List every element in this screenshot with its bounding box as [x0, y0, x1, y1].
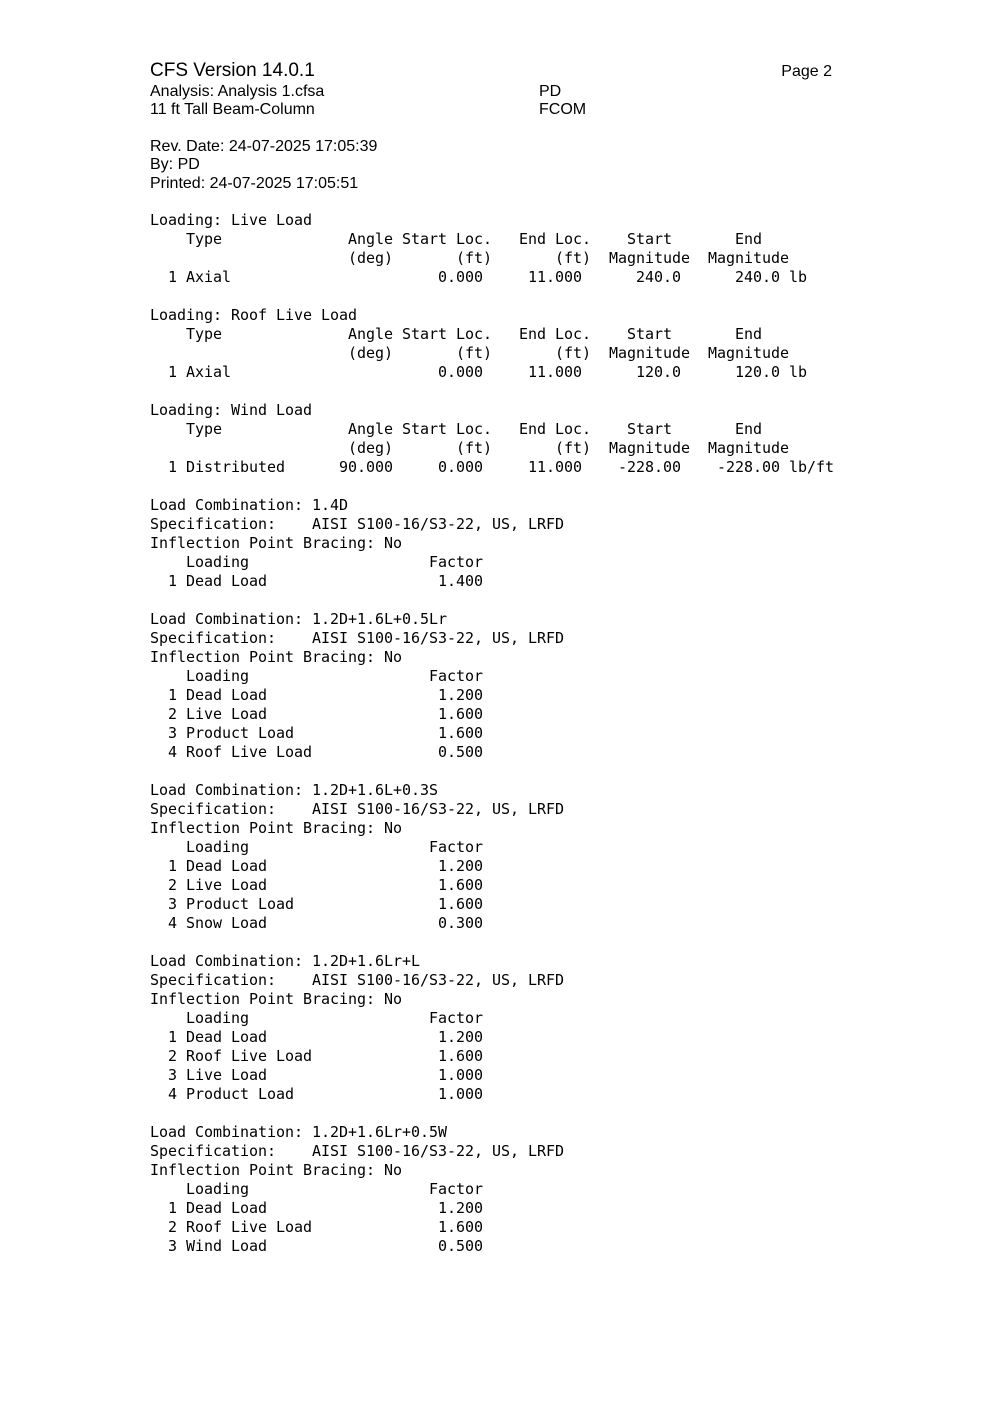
report-line: 1 Dead Load 1.400	[150, 572, 484, 590]
report-line: 3 Wind Load 0.500	[150, 1237, 484, 1255]
report-line: 3 Product Load 1.600	[150, 724, 484, 742]
report-body	[150, 211, 834, 1256]
report-line: 4 Snow Load 0.300	[150, 914, 484, 932]
blank-line	[150, 382, 834, 401]
report-line: Load Combination: 1.2D+1.6L+0.3S	[150, 781, 439, 799]
report-line: 1 Distributed 90.000 0.000 11.000 -228.00 -228.00 lb/ft	[150, 458, 835, 476]
blank-line	[150, 287, 834, 306]
report-line: 1 Dead Load 1.200	[150, 686, 484, 704]
report-line: 1 Dead Load 1.200	[150, 1199, 484, 1217]
report-line: 1 Axial 0.000 11.000 120.0 120.0 lb	[150, 363, 808, 381]
document-title: CFS Version 14.0.1	[150, 60, 315, 81]
report-line: Load Combination: 1.4D	[150, 496, 349, 514]
report-line: (deg) (ft) (ft) Magnitude Magnitude	[150, 344, 790, 362]
author: By: PD	[150, 156, 200, 173]
report-line: (deg) (ft) (ft) Magnitude Magnitude	[150, 249, 790, 267]
report-line: Load Combination: 1.2D+1.6L+0.5Lr	[150, 610, 448, 628]
report-line: 3 Product Load 1.600	[150, 895, 484, 913]
report-line: Inflection Point Bracing: No	[150, 1161, 403, 1179]
printed-date: Printed: 24-07-2025 17:05:51	[150, 175, 359, 192]
blank-line	[150, 1104, 834, 1123]
report-line: (deg) (ft) (ft) Magnitude Magnitude	[150, 439, 790, 457]
report-line: Loading Factor	[150, 553, 484, 571]
report-line: 2 Live Load 1.600	[150, 876, 484, 894]
user-initials: PD	[539, 83, 562, 100]
report-line: Specification: AISI S100-16/S3-22, US, LRFD	[150, 1142, 565, 1160]
report-line: 2 Roof Live Load 1.600	[150, 1047, 484, 1065]
report-line: 4 Product Load 1.000	[150, 1085, 484, 1103]
report-line: Inflection Point Bracing: No	[150, 648, 403, 666]
blank-line	[150, 762, 834, 781]
report-line: Type Angle Start Loc. End Loc. Start End	[150, 325, 763, 343]
report-line: Loading: Roof Live Load	[150, 306, 358, 324]
company-code: FCOM	[539, 101, 587, 118]
report-line: Load Combination: 1.2D+1.6Lr+L	[150, 952, 421, 970]
report-line: 1 Axial 0.000 11.000 240.0 240.0 lb	[150, 268, 808, 286]
page-number: Page 2	[781, 63, 832, 80]
report-line: Specification: AISI S100-16/S3-22, US, LRFD	[150, 800, 565, 818]
analysis-file: Analysis: Analysis 1.cfsa	[150, 83, 325, 100]
revision-date: Rev. Date: 24-07-2025 17:05:39	[150, 138, 378, 155]
report-line: 1 Dead Load 1.200	[150, 857, 484, 875]
report-line: 3 Live Load 1.000	[150, 1066, 484, 1084]
report-line: 2 Live Load 1.600	[150, 705, 484, 723]
report-line: Inflection Point Bracing: No	[150, 534, 403, 552]
report-line: Specification: AISI S100-16/S3-22, US, LRFD	[150, 629, 565, 647]
report-line: 1 Dead Load 1.200	[150, 1028, 484, 1046]
report-line: Inflection Point Bracing: No	[150, 990, 403, 1008]
report-line: Loading Factor	[150, 1009, 484, 1027]
report-line: Loading: Wind Load	[150, 401, 313, 419]
report-line: Loading: Live Load	[150, 211, 313, 229]
report-line: Type Angle Start Loc. End Loc. Start End	[150, 420, 763, 438]
member-description: 11 ft Tall Beam-Column	[150, 101, 315, 118]
blank-line	[150, 933, 834, 952]
report-line: Loading Factor	[150, 1180, 484, 1198]
report-line: Type Angle Start Loc. End Loc. Start End	[150, 230, 763, 248]
blank-line	[150, 591, 834, 610]
report-line: Loading Factor	[150, 667, 484, 685]
report-line: Load Combination: 1.2D+1.6Lr+0.5W	[150, 1123, 448, 1141]
report-line: Inflection Point Bracing: No	[150, 819, 403, 837]
report-line: Specification: AISI S100-16/S3-22, US, LRFD	[150, 971, 565, 989]
report-line: 2 Roof Live Load 1.600	[150, 1218, 484, 1236]
report-line: Loading Factor	[150, 838, 484, 856]
report-line: Specification: AISI S100-16/S3-22, US, LRFD	[150, 515, 565, 533]
blank-line	[150, 477, 834, 496]
report-line: 4 Roof Live Load 0.500	[150, 743, 484, 761]
